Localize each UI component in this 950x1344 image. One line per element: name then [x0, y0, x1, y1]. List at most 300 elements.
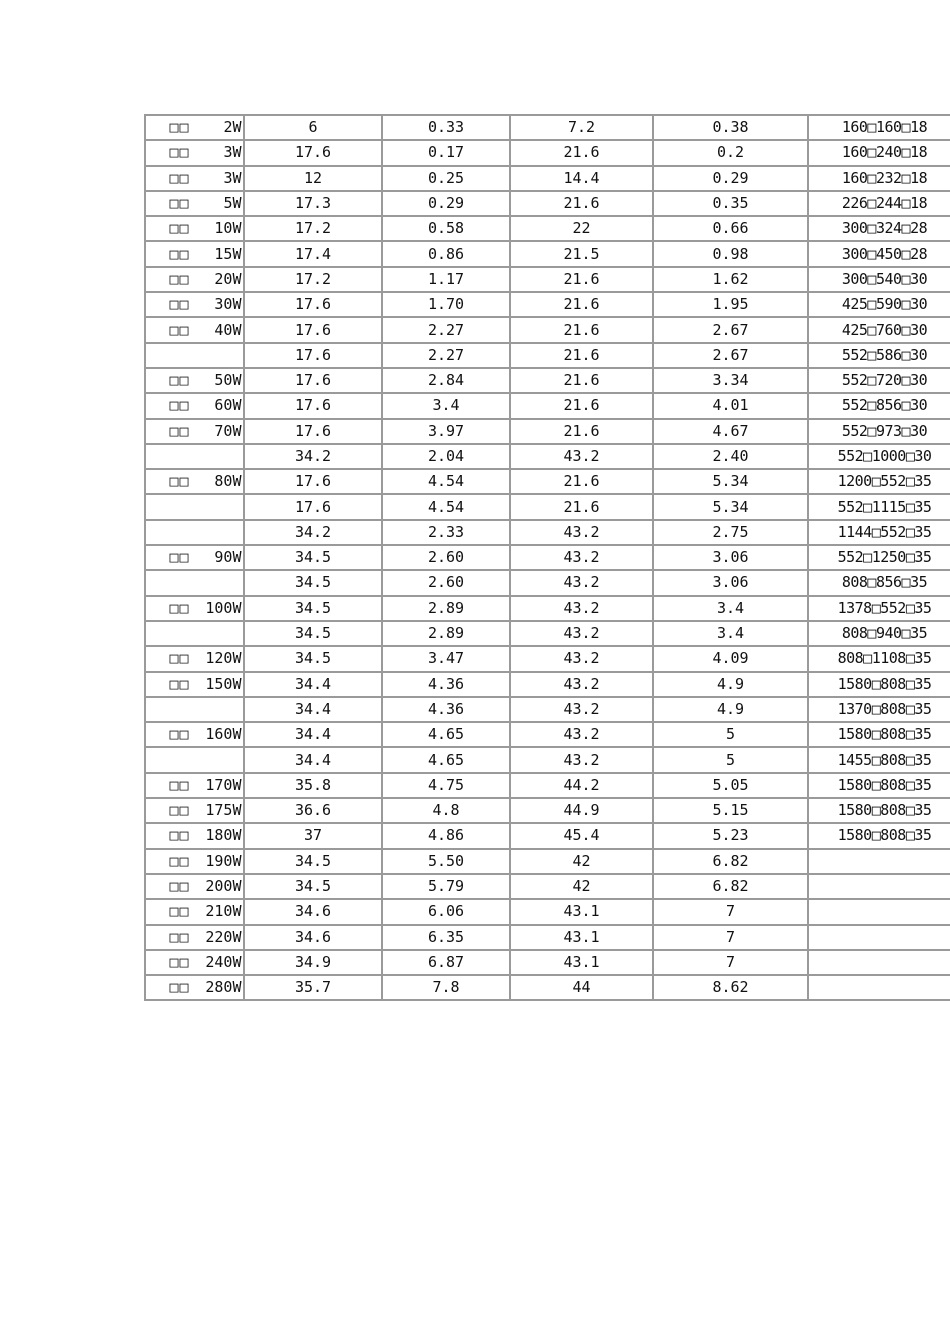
value-cell-c3: 43.2: [510, 697, 653, 722]
dimension-cell: 1580□808□35: [808, 773, 950, 798]
value-cell-c2: 4.65: [382, 747, 510, 772]
value-cell-c3: 21.6: [510, 469, 653, 494]
table-row: [145, 874, 950, 899]
model-prefix: □□: [169, 295, 190, 314]
table-row: [145, 444, 950, 469]
model-prefix: □□: [169, 269, 190, 288]
table-row: [145, 950, 950, 975]
model-cell: [145, 950, 244, 975]
model-prefix: □□: [169, 396, 190, 415]
model-wattage: 100W: [205, 598, 242, 617]
value-cell-c4: 5.05: [653, 773, 808, 798]
dimension-cell: 808□940□35: [808, 621, 950, 646]
value-cell-c2: 4.65: [382, 722, 510, 747]
model-wattage: 200W: [205, 877, 242, 896]
value-cell-c2: 4.36: [382, 672, 510, 697]
value-cell-c3: 21.6: [510, 393, 653, 418]
value-cell-c1: 34.5: [244, 621, 382, 646]
value-cell-c3: 43.1: [510, 925, 653, 950]
dimension-cell: 300□540□30: [808, 267, 950, 292]
model-wattage: 180W: [205, 826, 242, 845]
value-cell-c3: 21.5: [510, 241, 653, 266]
dimension-cell: 160□160□18: [808, 115, 950, 140]
dimension-cell: 300□324□28: [808, 216, 950, 241]
value-cell-c4: 7: [653, 925, 808, 950]
value-cell-c1: 17.6: [244, 393, 382, 418]
value-cell-c3: 21.6: [510, 343, 653, 368]
dimension-cell: 808□856□35: [808, 570, 950, 595]
model-prefix: □□: [169, 801, 190, 820]
model-wattage: 50W: [214, 371, 242, 390]
table-row: [145, 368, 950, 393]
value-cell-c3: 43.2: [510, 596, 653, 621]
table-row: [145, 140, 950, 165]
value-cell-c4: 2.40: [653, 444, 808, 469]
value-cell-c3: 21.6: [510, 419, 653, 444]
value-cell-c4: 0.2: [653, 140, 808, 165]
model-prefix: □□: [169, 194, 190, 213]
value-cell-c4: 6.82: [653, 849, 808, 874]
model-cell: [145, 874, 244, 899]
value-cell-c1: 36.6: [244, 798, 382, 823]
value-cell-c2: 4.54: [382, 494, 510, 519]
model-prefix: □□: [169, 598, 190, 617]
value-cell-c3: 43.2: [510, 621, 653, 646]
table-row: [145, 166, 950, 191]
value-cell-c4: 5.34: [653, 494, 808, 519]
value-cell-c1: 17.2: [244, 267, 382, 292]
value-cell-c1: 12: [244, 166, 382, 191]
value-cell-c2: 2.89: [382, 621, 510, 646]
model-cell: [145, 621, 244, 646]
model-wattage: 3W: [223, 143, 242, 162]
table-row: [145, 899, 950, 924]
value-cell-c2: 0.17: [382, 140, 510, 165]
table-row: [145, 520, 950, 545]
value-cell-c2: 6.06: [382, 899, 510, 924]
model-cell: [145, 317, 244, 342]
dimension-cell: 1580□808□35: [808, 823, 950, 848]
value-cell-c1: 17.6: [244, 368, 382, 393]
value-cell-c1: 17.6: [244, 343, 382, 368]
value-cell-c1: 34.4: [244, 672, 382, 697]
value-cell-c4: 0.38: [653, 115, 808, 140]
model-prefix: □□: [169, 320, 190, 339]
dimension-cell: 160□240□18: [808, 140, 950, 165]
value-cell-c1: 6: [244, 115, 382, 140]
table-row: [145, 596, 950, 621]
value-cell-c4: 4.01: [653, 393, 808, 418]
model-wattage: 15W: [214, 244, 242, 263]
value-cell-c1: 17.2: [244, 216, 382, 241]
model-cell: [145, 849, 244, 874]
value-cell-c1: 17.6: [244, 419, 382, 444]
value-cell-c1: 34.5: [244, 849, 382, 874]
model-cell: [145, 216, 244, 241]
dimension-cell: [808, 950, 950, 975]
value-cell-c1: 34.9: [244, 950, 382, 975]
table-row: [145, 292, 950, 317]
dimension-cell: 425□590□30: [808, 292, 950, 317]
value-cell-c4: 1.62: [653, 267, 808, 292]
value-cell-c3: 43.2: [510, 520, 653, 545]
model-wattage: 190W: [205, 851, 242, 870]
value-cell-c3: 43.2: [510, 672, 653, 697]
table-row: [145, 241, 950, 266]
value-cell-c1: 17.6: [244, 494, 382, 519]
value-cell-c3: 21.6: [510, 317, 653, 342]
model-wattage: 70W: [214, 421, 242, 440]
model-wattage: 3W: [223, 168, 242, 187]
value-cell-c1: 34.5: [244, 545, 382, 570]
dimension-cell: 552□856□30: [808, 393, 950, 418]
table-row: [145, 646, 950, 671]
table-row: [145, 267, 950, 292]
dimension-cell: 552□720□30: [808, 368, 950, 393]
value-cell-c3: 43.2: [510, 444, 653, 469]
value-cell-c1: 34.5: [244, 874, 382, 899]
table-row: [145, 469, 950, 494]
value-cell-c1: 34.6: [244, 925, 382, 950]
table-row: [145, 343, 950, 368]
value-cell-c4: 5.34: [653, 469, 808, 494]
model-prefix: □□: [169, 877, 190, 896]
model-wattage: 20W: [214, 269, 242, 288]
value-cell-c1: 17.6: [244, 292, 382, 317]
model-cell: [145, 545, 244, 570]
table-row: [145, 722, 950, 747]
value-cell-c4: 5.23: [653, 823, 808, 848]
value-cell-c3: 43.2: [510, 747, 653, 772]
value-cell-c4: 2.75: [653, 520, 808, 545]
value-cell-c3: 21.6: [510, 267, 653, 292]
model-wattage: 40W: [214, 320, 242, 339]
value-cell-c2: 7.8: [382, 975, 510, 1000]
dimension-cell: 1200□552□35: [808, 469, 950, 494]
value-cell-c3: 43.2: [510, 570, 653, 595]
value-cell-c4: 1.95: [653, 292, 808, 317]
model-cell: [145, 241, 244, 266]
value-cell-c2: 0.58: [382, 216, 510, 241]
model-prefix: □□: [169, 548, 190, 567]
value-cell-c3: 7.2: [510, 115, 653, 140]
value-cell-c1: 37: [244, 823, 382, 848]
table-row: [145, 216, 950, 241]
model-cell: [145, 343, 244, 368]
value-cell-c1: 34.4: [244, 697, 382, 722]
value-cell-c3: 43.1: [510, 899, 653, 924]
value-cell-c2: 5.79: [382, 874, 510, 899]
model-cell: [145, 899, 244, 924]
dimension-cell: 552□1000□30: [808, 444, 950, 469]
model-cell: [145, 444, 244, 469]
value-cell-c2: 0.33: [382, 115, 510, 140]
value-cell-c2: 6.35: [382, 925, 510, 950]
model-cell: [145, 747, 244, 772]
model-cell: [145, 140, 244, 165]
model-cell: [145, 798, 244, 823]
value-cell-c4: 7: [653, 950, 808, 975]
model-wattage: 280W: [205, 978, 242, 997]
dimension-cell: [808, 975, 950, 1000]
model-cell: [145, 646, 244, 671]
model-cell: [145, 393, 244, 418]
dimension-cell: 808□1108□35: [808, 646, 950, 671]
model-cell: [145, 520, 244, 545]
model-prefix: □□: [169, 118, 190, 137]
value-cell-c4: 4.09: [653, 646, 808, 671]
table-row: [145, 494, 950, 519]
model-wattage: 120W: [205, 649, 242, 668]
value-cell-c2: 4.8: [382, 798, 510, 823]
model-prefix: □□: [169, 775, 190, 794]
value-cell-c2: 6.87: [382, 950, 510, 975]
value-cell-c2: 4.86: [382, 823, 510, 848]
value-cell-c3: 21.6: [510, 292, 653, 317]
value-cell-c3: 22: [510, 216, 653, 241]
value-cell-c1: 34.6: [244, 899, 382, 924]
table-row: [145, 191, 950, 216]
value-cell-c2: 2.60: [382, 570, 510, 595]
model-cell: [145, 191, 244, 216]
table-row: [145, 747, 950, 772]
value-cell-c4: 0.35: [653, 191, 808, 216]
value-cell-c4: 0.29: [653, 166, 808, 191]
value-cell-c3: 21.6: [510, 494, 653, 519]
value-cell-c3: 44.2: [510, 773, 653, 798]
dimension-cell: 1144□552□35: [808, 520, 950, 545]
table-row: [145, 317, 950, 342]
model-prefix: □□: [169, 244, 190, 263]
model-cell: [145, 469, 244, 494]
model-wattage: 30W: [214, 295, 242, 314]
model-prefix: □□: [169, 371, 190, 390]
value-cell-c2: 2.04: [382, 444, 510, 469]
model-prefix: □□: [169, 674, 190, 693]
value-cell-c4: 3.06: [653, 545, 808, 570]
model-cell: [145, 267, 244, 292]
value-cell-c4: 5: [653, 722, 808, 747]
model-prefix: □□: [169, 649, 190, 668]
value-cell-c1: 17.3: [244, 191, 382, 216]
value-cell-c1: 34.5: [244, 596, 382, 621]
value-cell-c1: 34.5: [244, 646, 382, 671]
dimension-cell: 552□973□30: [808, 419, 950, 444]
table-row: [145, 697, 950, 722]
model-wattage: 60W: [214, 396, 242, 415]
dimension-cell: 552□586□30: [808, 343, 950, 368]
value-cell-c1: 35.7: [244, 975, 382, 1000]
value-cell-c2: 0.29: [382, 191, 510, 216]
value-cell-c4: 2.67: [653, 317, 808, 342]
table-row: [145, 621, 950, 646]
model-wattage: 90W: [214, 548, 242, 567]
value-cell-c2: 2.84: [382, 368, 510, 393]
value-cell-c4: 0.66: [653, 216, 808, 241]
model-wattage: 220W: [205, 927, 242, 946]
value-cell-c3: 44.9: [510, 798, 653, 823]
model-prefix: □□: [169, 725, 190, 744]
model-prefix: □□: [169, 168, 190, 187]
model-cell: [145, 773, 244, 798]
dimension-cell: 552□1115□35: [808, 494, 950, 519]
value-cell-c2: 2.89: [382, 596, 510, 621]
model-cell: [145, 596, 244, 621]
dimension-cell: [808, 874, 950, 899]
model-wattage: 150W: [205, 674, 242, 693]
dimension-cell: [808, 899, 950, 924]
dimension-cell: 1580□808□35: [808, 722, 950, 747]
dimension-cell: 1378□552□35: [808, 596, 950, 621]
model-cell: [145, 697, 244, 722]
value-cell-c1: 17.6: [244, 317, 382, 342]
model-cell: [145, 166, 244, 191]
model-cell: [145, 925, 244, 950]
model-wattage: 5W: [223, 194, 242, 213]
dimension-cell: 1455□808□35: [808, 747, 950, 772]
value-cell-c4: 5: [653, 747, 808, 772]
value-cell-c4: 3.06: [653, 570, 808, 595]
model-cell: [145, 672, 244, 697]
dimension-cell: 226□244□18: [808, 191, 950, 216]
value-cell-c3: 42: [510, 874, 653, 899]
value-cell-c2: 4.54: [382, 469, 510, 494]
model-wattage: 175W: [205, 801, 242, 820]
value-cell-c1: 17.4: [244, 241, 382, 266]
model-prefix: □□: [169, 219, 190, 238]
model-wattage: 10W: [214, 219, 242, 238]
table-row: [145, 570, 950, 595]
model-prefix: □□: [169, 978, 190, 997]
value-cell-c3: 14.4: [510, 166, 653, 191]
model-wattage: 2W: [223, 118, 242, 137]
dimension-cell: [808, 925, 950, 950]
model-cell: [145, 115, 244, 140]
value-cell-c4: 7: [653, 899, 808, 924]
table-row: [145, 672, 950, 697]
value-cell-c3: 42: [510, 849, 653, 874]
model-wattage: 160W: [205, 725, 242, 744]
table-row: [145, 798, 950, 823]
model-wattage: 240W: [205, 952, 242, 971]
model-cell: [145, 975, 244, 1000]
dimension-cell: 1580□808□35: [808, 672, 950, 697]
value-cell-c2: 2.27: [382, 317, 510, 342]
value-cell-c4: 3.4: [653, 596, 808, 621]
value-cell-c2: 3.47: [382, 646, 510, 671]
table-row: [145, 925, 950, 950]
value-cell-c4: 3.34: [653, 368, 808, 393]
model-wattage: 170W: [205, 775, 242, 794]
value-cell-c2: 3.4: [382, 393, 510, 418]
value-cell-c2: 0.86: [382, 241, 510, 266]
value-cell-c1: 34.2: [244, 444, 382, 469]
table-row: [145, 393, 950, 418]
model-prefix: □□: [169, 421, 190, 440]
model-prefix: □□: [169, 826, 190, 845]
value-cell-c3: 43.2: [510, 646, 653, 671]
table-row: [145, 849, 950, 874]
table-row: [145, 773, 950, 798]
value-cell-c3: 45.4: [510, 823, 653, 848]
model-cell: [145, 570, 244, 595]
value-cell-c4: 3.4: [653, 621, 808, 646]
model-prefix: □□: [169, 927, 190, 946]
model-prefix: □□: [169, 952, 190, 971]
value-cell-c2: 3.97: [382, 419, 510, 444]
spec-table-container: [144, 114, 950, 1001]
value-cell-c3: 43.2: [510, 722, 653, 747]
value-cell-c2: 4.36: [382, 697, 510, 722]
value-cell-c3: 21.6: [510, 140, 653, 165]
value-cell-c2: 2.27: [382, 343, 510, 368]
value-cell-c4: 4.67: [653, 419, 808, 444]
value-cell-c2: 0.25: [382, 166, 510, 191]
model-prefix: □□: [169, 851, 190, 870]
value-cell-c4: 4.9: [653, 697, 808, 722]
dimension-cell: 425□760□30: [808, 317, 950, 342]
value-cell-c3: 43.1: [510, 950, 653, 975]
dimension-cell: 1580□808□35: [808, 798, 950, 823]
spec-table: [144, 114, 950, 1001]
dimension-cell: 1370□808□35: [808, 697, 950, 722]
value-cell-c4: 6.82: [653, 874, 808, 899]
value-cell-c1: 34.4: [244, 747, 382, 772]
value-cell-c4: 2.67: [653, 343, 808, 368]
model-wattage: 80W: [214, 472, 242, 491]
table-row: [145, 823, 950, 848]
value-cell-c2: 1.17: [382, 267, 510, 292]
model-cell: [145, 292, 244, 317]
model-cell: [145, 722, 244, 747]
value-cell-c2: 1.70: [382, 292, 510, 317]
dimension-cell: 160□232□18: [808, 166, 950, 191]
value-cell-c4: 8.62: [653, 975, 808, 1000]
spec-table-body: [145, 115, 950, 1000]
value-cell-c2: 4.75: [382, 773, 510, 798]
model-prefix: □□: [169, 143, 190, 162]
model-cell: [145, 419, 244, 444]
dimension-cell: 552□1250□35: [808, 545, 950, 570]
value-cell-c1: 35.8: [244, 773, 382, 798]
value-cell-c1: 34.4: [244, 722, 382, 747]
table-row: [145, 419, 950, 444]
model-cell: [145, 823, 244, 848]
dimension-cell: [808, 849, 950, 874]
value-cell-c4: 5.15: [653, 798, 808, 823]
model-wattage: 210W: [205, 902, 242, 921]
value-cell-c4: 0.98: [653, 241, 808, 266]
value-cell-c2: 2.60: [382, 545, 510, 570]
value-cell-c3: 43.2: [510, 545, 653, 570]
value-cell-c2: 5.50: [382, 849, 510, 874]
table-row: [145, 545, 950, 570]
value-cell-c2: 2.33: [382, 520, 510, 545]
table-row: [145, 115, 950, 140]
model-prefix: □□: [169, 472, 190, 491]
value-cell-c1: 17.6: [244, 140, 382, 165]
value-cell-c4: 4.9: [653, 672, 808, 697]
dimension-cell: 300□450□28: [808, 241, 950, 266]
value-cell-c1: 34.5: [244, 570, 382, 595]
value-cell-c3: 21.6: [510, 191, 653, 216]
value-cell-c3: 21.6: [510, 368, 653, 393]
model-cell: [145, 494, 244, 519]
value-cell-c1: 17.6: [244, 469, 382, 494]
model-prefix: □□: [169, 902, 190, 921]
model-cell: [145, 368, 244, 393]
value-cell-c3: 44: [510, 975, 653, 1000]
